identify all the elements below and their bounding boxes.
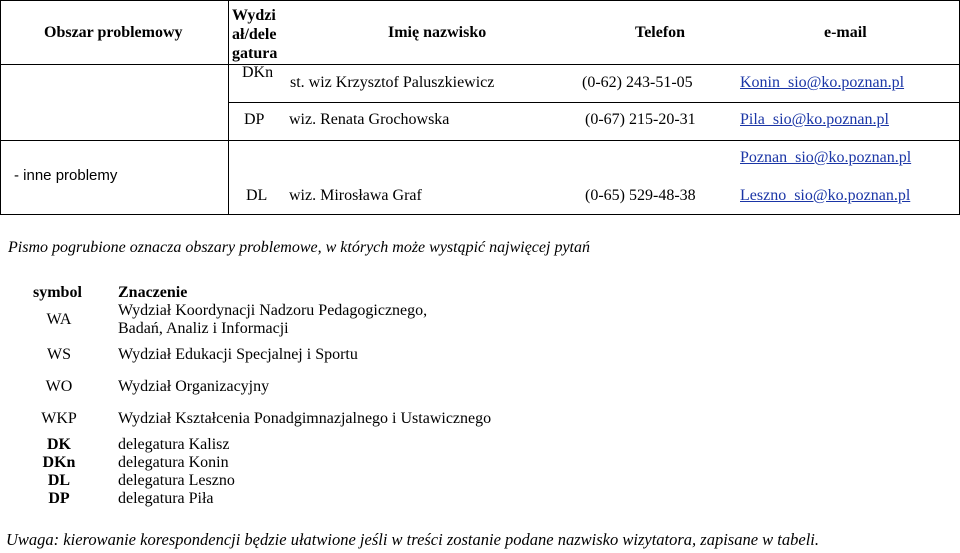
row1-email-link[interactable]: Konin_sio@ko.poznan.pl — [740, 74, 905, 91]
row4-email-link[interactable]: Leszno_sio@ko.poznan.pl — [740, 187, 911, 204]
legend-meaning-wa-line2: Badań, Analiz i Informacji — [118, 320, 289, 337]
header-dept — [232, 6, 277, 63]
legend-symbol-dp: DP — [48, 490, 70, 507]
legend-meaning-wa-line1: Wydział Koordynacji Nadzoru Pedagogicznego, — [118, 302, 428, 319]
header-dept-line2: ał/dele — [232, 26, 277, 43]
table-header-bottom-border — [0, 64, 960, 65]
row2-name: wiz. Renata Grochowska — [289, 111, 450, 128]
table-row1-bottom-border — [228, 102, 960, 103]
row3-area: - inne problemy — [14, 167, 118, 184]
table-top-border — [0, 0, 960, 1]
legend-symbol-dk: DK — [47, 436, 71, 453]
table-left-border — [0, 0, 1, 215]
legend-meaning-dk: delegatura Kalisz — [118, 436, 230, 453]
table-col-divider — [228, 0, 229, 215]
legend-symbol-dkn: DKn — [42, 454, 76, 471]
legend-meaning-ws: Wydział Edukacji Specjalnej i Sportu — [118, 346, 358, 363]
row1-dept: DKn — [242, 64, 274, 81]
row3-email-link[interactable]: Poznan_sio@ko.poznan.pl — [740, 149, 912, 166]
table-row2-bottom-border — [228, 140, 960, 141]
legend-symbol-header: symbol — [33, 284, 82, 301]
row4-dept: DL — [246, 187, 268, 204]
header-name: Imię nazwisko — [388, 24, 487, 41]
row2-dept: DP — [244, 111, 265, 128]
legend-meaning-header: Znaczenie — [118, 284, 188, 301]
legend-meaning-dl: delegatura Leszno — [118, 472, 235, 489]
table-bottom-border — [0, 214, 960, 215]
row1-name: st. wiz Krzysztof Paluszkiewicz — [290, 74, 495, 91]
header-phone: Telefon — [635, 24, 686, 41]
legend-symbol-dl: DL — [47, 472, 71, 489]
legend-meaning-dp: delegatura Piła — [118, 490, 214, 507]
legend-symbol-wkp: WKP — [41, 410, 77, 427]
row4-phone: (0-65) 529-48-38 — [585, 187, 696, 204]
row1-phone: (0-62) 243-51-05 — [582, 74, 693, 91]
header-email: e-mail — [824, 24, 867, 41]
legend-meaning-wo: Wydział Organizacyjny — [118, 378, 270, 395]
header-area: Obszar problemowy — [44, 24, 183, 41]
footer-note: Uwaga: kierowanie korespondencji będzie ułatwione jeśli w treści zostanie podane nazwisko wizytatora, zapisane w tabeli. — [6, 530, 820, 549]
bold-note: Pismo pogrubione oznacza obszary problemowe, w których może wystąpić najwięcej pytań — [8, 239, 590, 256]
header-dept-line3: gatura — [232, 45, 278, 62]
row2-email-link[interactable]: Pila_sio@ko.poznan.pl — [740, 111, 889, 128]
legend-symbol-wo: WO — [45, 378, 73, 395]
legend-symbol-wa: WA — [46, 311, 72, 328]
row2-phone: (0-67) 215-20-31 — [585, 111, 696, 128]
table-area-row-border — [0, 140, 228, 141]
legend-symbol-ws: WS — [47, 346, 71, 363]
header-dept-line1: Wydzi — [232, 7, 276, 24]
row4-name: wiz. Mirosława Graf — [289, 187, 422, 204]
legend-meaning-wkp: Wydział Kształcenia Ponadgimnazjalnego i Ustawicznego — [118, 410, 492, 427]
legend-meaning-dkn: delegatura Konin — [118, 454, 229, 471]
